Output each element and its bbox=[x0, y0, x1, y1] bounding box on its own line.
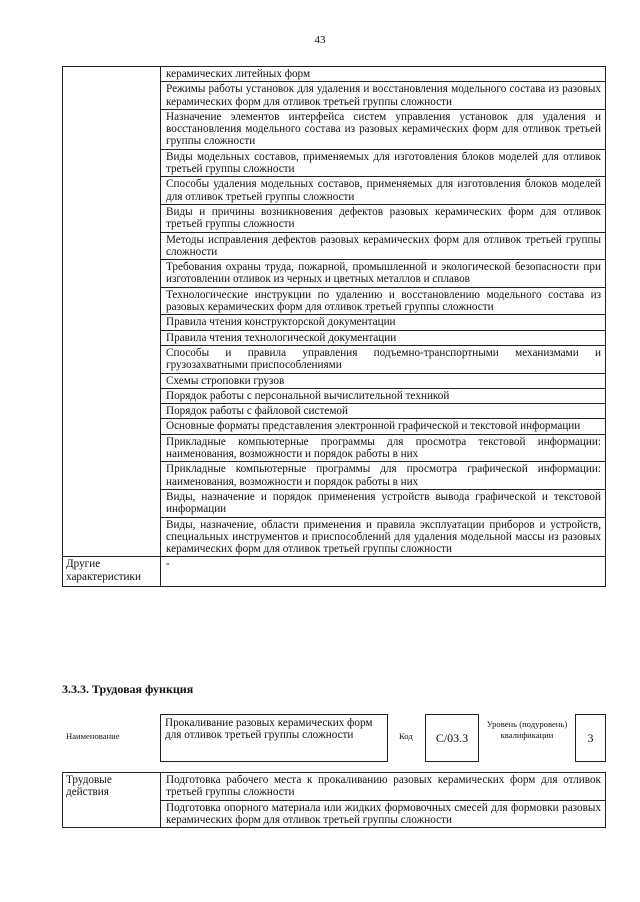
labor-actions-label: Трудовые действия bbox=[63, 773, 161, 828]
knowledge-left-cell bbox=[63, 67, 161, 557]
knowledge-item: Требования охраны труда, пожарной, промышленной и экологической безопасности при изготовлении отливок из черных и цветных металлов и сплавов bbox=[161, 260, 606, 288]
knowledge-item: Способы удаления модельных составов, применяемых для изготовления блоков моделей для отливок третьей группы сложности bbox=[161, 177, 606, 205]
knowledge-item: Способы и правила управления подъемно-транспортными механизмами и грузозахватными приспособлениями bbox=[161, 345, 606, 373]
knowledge-item: Порядок работы с файловой системой bbox=[161, 404, 606, 419]
page-number: 43 bbox=[314, 34, 326, 46]
knowledge-item: Правила чтения конструкторской документации bbox=[161, 315, 606, 330]
knowledge-item: Виды, назначение и порядок применения устройств вывода графической и текстовой информации bbox=[161, 489, 606, 517]
knowledge-table bbox=[62, 66, 606, 587]
knowledge-item: Назначение элементов интерфейса систем управления установок для удаления и восстановления модельного состава из разовых керамических форм для отливок третьей группы сложности bbox=[161, 109, 606, 149]
knowledge-item: Виды модельных составов, применяемых для изготовления блоков моделей для отливок третьей группы сложности bbox=[161, 149, 606, 177]
section-heading: 3.3.3. Трудовая функция bbox=[62, 682, 194, 696]
knowledge-table-body bbox=[63, 67, 606, 587]
knowledge-item: керамических литейных форм bbox=[161, 67, 606, 82]
other-characteristics-row bbox=[63, 557, 606, 587]
function-code-value: C/03.3 bbox=[425, 714, 479, 762]
labor-actions-table bbox=[62, 772, 606, 828]
other-characteristics-label: Другие характеристики bbox=[63, 557, 161, 587]
knowledge-item: Основные форматы представления электронной графической и текстовой информации bbox=[161, 419, 606, 434]
labor-action-item: Подготовка рабочего места к прокаливанию разовых керамических форм для отливок третьей группы сложности bbox=[161, 773, 606, 801]
knowledge-item: Порядок работы с персональной вычислительной техникой bbox=[161, 388, 606, 403]
function-name-value: Прокаливание разовых керамических форм для отливок третьей группы сложности bbox=[160, 714, 388, 762]
knowledge-row bbox=[63, 67, 606, 82]
knowledge-item: Режимы работы установок для удаления и восстановления модельного состава из разовых керамических форм для отливок третьей группы сложности bbox=[161, 82, 606, 110]
labor-actions-table-body bbox=[63, 773, 606, 828]
knowledge-item: Виды и причины возникновения дефектов разовых керамических форм для отливок третьей группы сложности bbox=[161, 204, 606, 232]
knowledge-item: Правила чтения технологической документации bbox=[161, 330, 606, 345]
function-code-label: Код bbox=[399, 731, 413, 741]
qualification-level-label: Уровень (подуровень) квалификации bbox=[486, 719, 568, 740]
function-name-label: Наименование bbox=[66, 731, 120, 741]
labor-action-row bbox=[63, 773, 606, 801]
knowledge-item: Прикладные компьютерные программы для просмотра графической информации: наименования, возможности и порядок работы в них bbox=[161, 462, 606, 490]
knowledge-item: Технологические инструкции по удалению и восстановлению модельного состава из разовых керамических форм для отливок третьей группы сложности bbox=[161, 287, 606, 315]
knowledge-item: Прикладные компьютерные программы для просмотра текстовой информации: наименования, возможности и порядок работы в них bbox=[161, 434, 606, 462]
other-characteristics-value: - bbox=[161, 557, 606, 587]
knowledge-item: Методы исправления дефектов разовых керамических форм для отливок третьей группы сложности bbox=[161, 232, 606, 260]
knowledge-item: Схемы строповки грузов bbox=[161, 373, 606, 388]
knowledge-item: Виды, назначение, области применения и правила эксплуатации приборов и устройств, специальных инструментов и приспособлений для удаления модельной массы из разовых керамических форм для отливок третьей группы сложности bbox=[161, 517, 606, 557]
labor-action-item: Подготовка опорного материала или жидких формовочных смесей для формовки разовых керамических форм для отливок третьей группы сложности bbox=[161, 800, 606, 828]
qualification-level-value: 3 bbox=[575, 714, 606, 762]
